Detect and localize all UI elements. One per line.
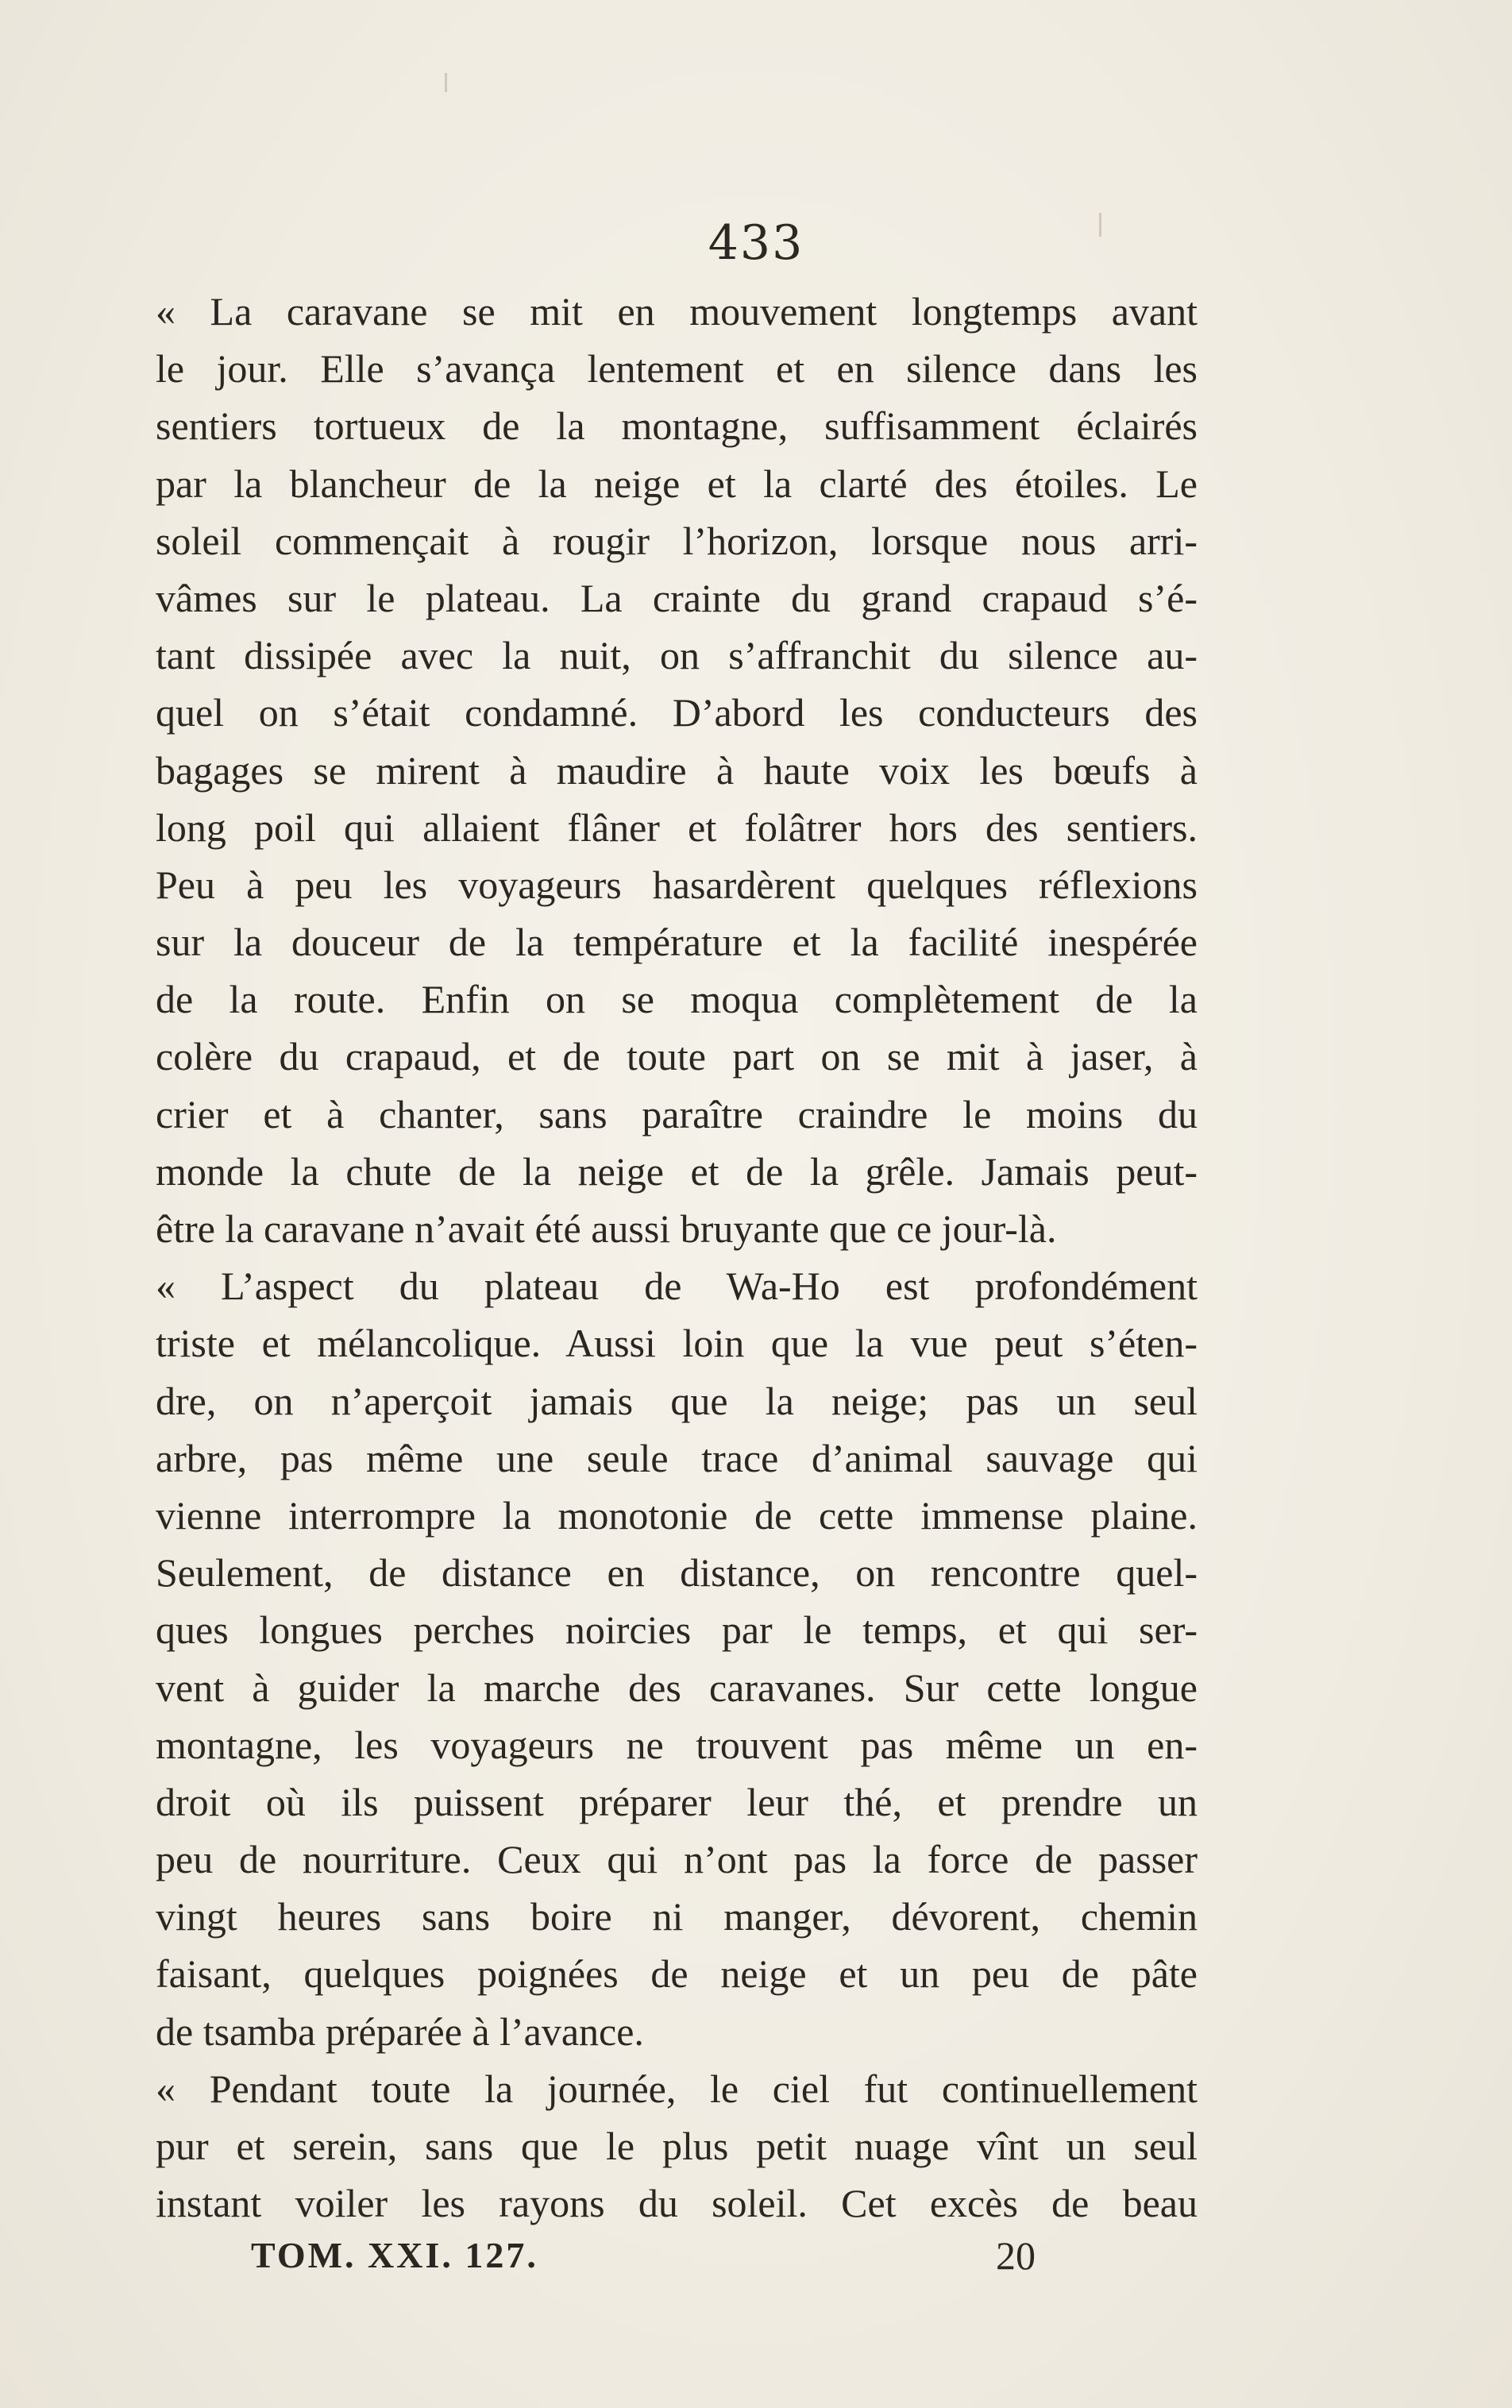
text-line: colère du crapaud, et de toute part on se mit à jaser, à <box>156 1034 1198 1079</box>
text-line: ques longues perches noircies par le temps, et qui ser- <box>156 1607 1198 1653</box>
text-line: long poil qui allaient flâner et folâtrer hors des sentiers. <box>156 805 1198 850</box>
text-line: triste et mélancolique. Aussi loin que la vue peut s’éten- <box>156 1321 1198 1366</box>
text-line: vent à guider la marche des caravanes. Sur cette longue <box>156 1665 1198 1710</box>
text-line: vienne interrompre la monotonie de cette immense plaine. <box>156 1492 1198 1538</box>
text-line: quel on s’était condamné. D’abord les conducteurs des <box>156 690 1198 735</box>
text-line: être la caravane n’avait été aussi bruyante que ce jour-là. <box>156 1206 1057 1251</box>
text-line: peu de nourriture. Ceux qui n’ont pas la force de passer <box>156 1837 1198 1882</box>
text-line: « La caravane se mit en mouvement longtemps avant <box>156 289 1198 334</box>
text-line: pur et serein, sans que le plus petit nuage vînt un seul <box>156 2124 1198 2168</box>
text-line: de tsamba préparée à l’avance. <box>156 2009 644 2054</box>
text-line: tant dissipée avec la nuit, on s’affranchit du silence au- <box>156 633 1198 678</box>
text-line: droit où ils puissent préparer leur thé, et prendre un <box>156 1779 1198 1824</box>
text-line: dre, on n’aperçoit jamais que la neige; pas un seul <box>156 1378 1198 1423</box>
body-text <box>156 283 1198 2232</box>
footer-signature: TOM. XXI. 127. <box>251 2235 538 2275</box>
text-line: vâmes sur le plateau. La crainte du grand crapaud s’é- <box>156 575 1198 620</box>
text-line: « Pendant toute la journée, le ciel fut continuellement <box>156 2066 1198 2111</box>
text-line: monde la chute de la neige et de la grêle. Jamais peut- <box>156 1148 1198 1194</box>
text-line: faisant, quelques poignées de neige et un peu de pâte <box>156 1951 1198 1997</box>
text-line: instant voiler les rayons du soleil. Cet excès de beau <box>156 2181 1198 2226</box>
page-number: 433 <box>708 215 804 271</box>
text-line: arbre, pas même une seule trace d’animal sauvage qui <box>156 1435 1198 1480</box>
text-line: sentiers tortueux de la montagne, suffisamment éclairés <box>156 403 1198 449</box>
text-line: par la blancheur de la neige et la clarté des étoiles. Le <box>156 461 1198 506</box>
paper-speck <box>445 73 447 92</box>
text-line: Peu à peu les voyageurs hasardèrent quelques réflexions <box>156 862 1198 907</box>
text-line: sur la douceur de la température et la facilité inespérée <box>156 920 1198 965</box>
text-line: de la route. Enfin on se moqua complètement de la <box>156 977 1198 1022</box>
text-line: Seulement, de distance en distance, on rencontre quel- <box>156 1550 1198 1596</box>
text-line: crier et à chanter, sans paraître craindre le moins du <box>156 1091 1198 1136</box>
text-line: le jour. Elle s’avança lentement et en silence dans les <box>156 346 1198 392</box>
text-line: soleil commençait à rougir l’horizon, lorsque nous arri- <box>156 518 1198 563</box>
text-line: « L’aspect du plateau de Wa-Ho est profondément <box>156 1264 1198 1309</box>
text-line: bagages se mirent à maudire à haute voix les bœufs à <box>156 747 1198 793</box>
text-line: montagne, les voyageurs ne trouvent pas même un en- <box>156 1722 1198 1767</box>
footer-sheet-number: 20 <box>996 2233 1036 2278</box>
text-line: vingt heures sans boire ni manger, dévorent, chemin <box>156 1894 1198 1939</box>
